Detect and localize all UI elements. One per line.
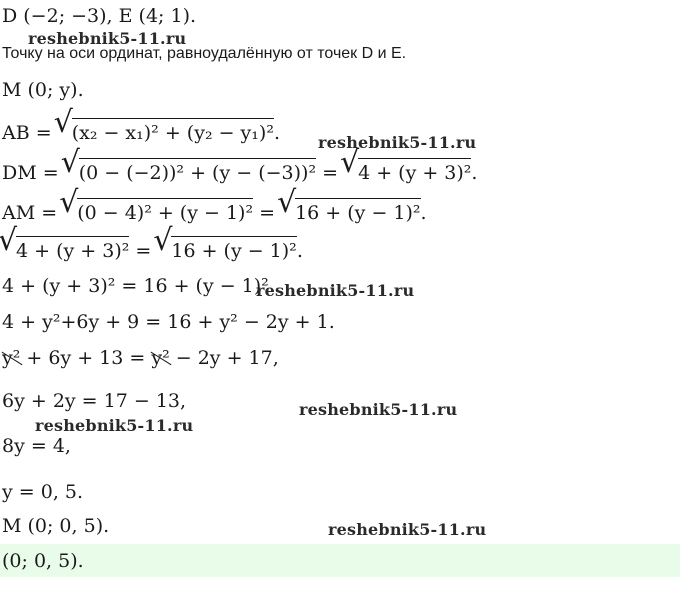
eq-end: . (296, 240, 303, 262)
answer-box (0, 544, 680, 577)
am-mid: = (253, 202, 282, 224)
cancelled-term-right: y² (151, 347, 170, 369)
eq-radical-arg-1: 4 + (y + 3)² (16, 236, 129, 263)
am-radical-arg: (0 − 4)² + (y − 1)² (77, 198, 253, 225)
y-value-line: y = 0, 5. (2, 481, 84, 503)
dm-end: . (471, 162, 478, 184)
watermark-5: reshebnik5-11.ru (35, 416, 194, 435)
squared-line: 4 + (y + 3)² = 16 + (y − 1)² (2, 275, 269, 297)
task-line: Точку на оси ординат, равноудалённую от точек D и E. (2, 45, 407, 62)
am-end: . (420, 202, 427, 224)
dm-radical-arg-2: 4 + (y + 3)² (358, 158, 471, 185)
eq-radical-2 (157, 236, 296, 263)
am-radical-2 (281, 198, 420, 225)
watermark-1: reshebnik5-11.ru (28, 29, 187, 48)
ab-end: . (273, 122, 280, 144)
watermark-2: reshebnik5-11.ru (318, 133, 477, 152)
answer-text: (0; 0, 5). (2, 550, 84, 572)
cancel-mid: + 6y + 13 = (20, 347, 152, 369)
ab-formula-line (2, 118, 280, 145)
eq-radical-1 (2, 236, 129, 263)
cancel-end: − 2y + 17, (169, 347, 279, 369)
expanded-line: 4 + y²+6y + 9 = 16 + y² − 2y + 1. (2, 311, 335, 333)
cancel-line (2, 346, 279, 370)
cancelled-term-left: y² (2, 347, 21, 369)
am-left: AM = (2, 202, 64, 224)
m-value-line: M (0; 0, 5). (2, 515, 110, 537)
collect-line: 6y + 2y = 17 − 13, (2, 390, 187, 412)
am-radical (63, 198, 253, 225)
dm-radical-arg: (0 − (−2))² + (y − (−3))² (79, 158, 316, 185)
eq-radical-arg-2: 16 + (y − 1)² (171, 236, 296, 263)
watermark-3: reshebnik5-11.ru (256, 281, 415, 300)
ab-radical (58, 118, 274, 145)
watermark-6: reshebnik5-11.ru (328, 520, 487, 539)
eq-mid: = (129, 240, 158, 262)
am-radical-arg-2: 16 + (y − 1)² (295, 198, 420, 225)
eight-y-line: 8y = 4, (2, 435, 71, 457)
dm-radical-2 (344, 158, 471, 185)
m-point-line: M (0; y). (2, 79, 84, 101)
dm-formula-line (2, 158, 477, 185)
equal-radicals-line (2, 236, 303, 263)
given-line: D (−2; −3), E (4; 1). (2, 5, 197, 27)
watermark-4: reshebnik5-11.ru (299, 400, 458, 419)
am-formula-line (2, 198, 427, 225)
ab-radical-arg: (x₂ − x₁)² + (y₂ − y₁)² (72, 118, 274, 145)
dm-left: DM = (2, 162, 65, 184)
ab-left: AB = (2, 122, 58, 144)
dm-mid: = (316, 162, 345, 184)
dm-radical (65, 158, 316, 185)
